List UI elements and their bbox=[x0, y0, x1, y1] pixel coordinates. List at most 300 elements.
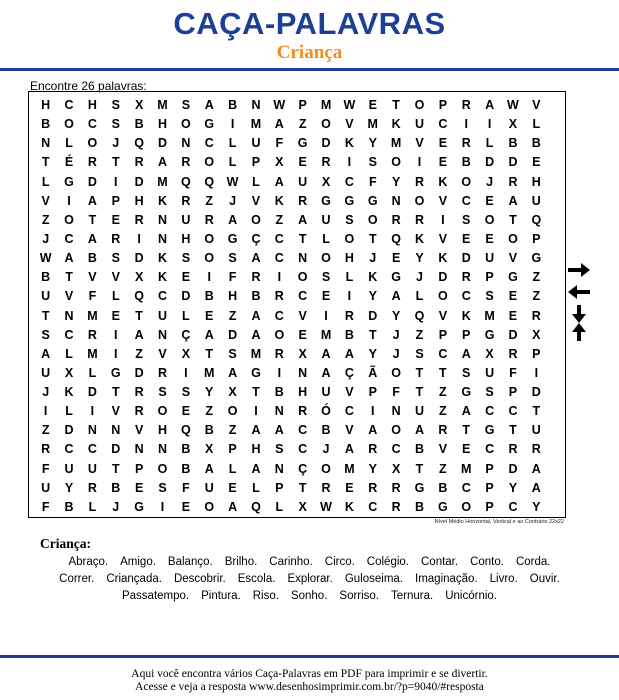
grid-letter[interactable]: Z bbox=[228, 423, 237, 438]
grid-letter[interactable]: S bbox=[368, 155, 377, 170]
grid-letter[interactable]: K bbox=[461, 308, 471, 323]
grid-letter[interactable]: I bbox=[114, 174, 118, 189]
grid-letter[interactable]: A bbox=[157, 155, 168, 170]
grid-letter[interactable]: P bbox=[508, 385, 518, 400]
grid-letter[interactable]: S bbox=[228, 251, 237, 266]
grid-letter[interactable]: R bbox=[298, 404, 308, 419]
grid-letter[interactable]: K bbox=[438, 174, 448, 189]
grid-letter[interactable]: U bbox=[157, 308, 168, 323]
grid-letter[interactable]: K bbox=[344, 136, 354, 151]
grid-letter[interactable]: I bbox=[43, 404, 48, 419]
grid-letter[interactable]: H bbox=[344, 251, 354, 266]
grid-letter[interactable]: C bbox=[298, 442, 308, 457]
grid-letter[interactable]: Y bbox=[368, 136, 377, 151]
grid-letter[interactable]: N bbox=[134, 442, 144, 457]
grid-letter[interactable]: Q bbox=[204, 174, 215, 189]
grid-letter[interactable]: U bbox=[41, 289, 51, 304]
grid-letter[interactable]: E bbox=[228, 480, 237, 495]
grid-letter[interactable]: E bbox=[508, 289, 518, 304]
grid-letter[interactable]: U bbox=[181, 212, 191, 227]
grid-letter[interactable]: Z bbox=[275, 212, 284, 227]
grid-letter[interactable]: Y bbox=[368, 289, 377, 304]
grid-letter[interactable]: A bbox=[368, 423, 378, 438]
grid-letter[interactable]: C bbox=[274, 231, 284, 246]
grid-letter[interactable]: C bbox=[344, 174, 354, 189]
grid-letter[interactable]: T bbox=[509, 212, 517, 227]
grid-letter[interactable]: U bbox=[41, 480, 51, 495]
grid-letter[interactable]: T bbox=[41, 308, 50, 323]
grid-letter[interactable]: P bbox=[438, 98, 448, 112]
grid-letter[interactable]: B bbox=[228, 98, 238, 112]
grid-letter[interactable]: O bbox=[157, 461, 168, 476]
grid-letter[interactable]: J bbox=[392, 346, 400, 361]
grid-letter[interactable]: H bbox=[228, 289, 238, 304]
grid-letter[interactable]: E bbox=[391, 251, 401, 266]
grid-letter[interactable]: Q bbox=[134, 136, 144, 151]
grid-letter[interactable]: X bbox=[134, 270, 144, 285]
grid-letter[interactable]: A bbox=[251, 423, 261, 438]
grid-letter[interactable]: V bbox=[111, 404, 120, 419]
grid-letter[interactable]: B bbox=[414, 499, 425, 514]
grid-letter[interactable]: S bbox=[321, 270, 331, 285]
grid-letter[interactable]: R bbox=[251, 270, 261, 285]
grid-letter[interactable]: V bbox=[532, 98, 541, 112]
grid-letter[interactable]: T bbox=[65, 270, 73, 285]
grid-letter[interactable]: F bbox=[392, 385, 400, 400]
grid-letter[interactable]: X bbox=[64, 365, 74, 380]
grid-letter[interactable]: Y bbox=[508, 480, 518, 495]
grid-letter[interactable]: A bbox=[251, 327, 261, 342]
grid-letter[interactable]: E bbox=[111, 308, 120, 323]
grid-letter[interactable]: S bbox=[485, 289, 494, 304]
grid-letter[interactable]: V bbox=[251, 193, 261, 208]
grid-letter[interactable]: Y bbox=[205, 385, 214, 400]
grid-letter[interactable]: C bbox=[298, 423, 308, 438]
grid-letter[interactable]: B bbox=[414, 442, 425, 457]
grid-letter[interactable]: G bbox=[110, 365, 121, 380]
grid-letter[interactable]: C bbox=[64, 231, 74, 246]
grid-letter[interactable]: G bbox=[531, 251, 542, 266]
grid-letter[interactable]: A bbox=[298, 212, 308, 227]
grid-letter[interactable]: D bbox=[134, 174, 144, 189]
grid-letter[interactable]: O bbox=[227, 404, 238, 419]
grid-letter[interactable]: I bbox=[487, 117, 492, 132]
grid-letter[interactable]: Ç bbox=[344, 365, 354, 380]
grid-letter[interactable]: P bbox=[275, 480, 284, 495]
grid-letter[interactable]: G bbox=[437, 499, 448, 514]
grid-letter[interactable]: G bbox=[461, 385, 472, 400]
grid-letter[interactable]: S bbox=[158, 480, 167, 495]
grid-letter[interactable]: T bbox=[298, 231, 307, 246]
grid-letter[interactable]: T bbox=[88, 212, 97, 227]
grid-letter[interactable]: K bbox=[344, 499, 354, 514]
grid-letter[interactable]: X bbox=[275, 155, 284, 170]
grid-letter[interactable]: W bbox=[343, 98, 356, 112]
grid-letter[interactable]: P bbox=[485, 499, 494, 514]
grid-letter[interactable]: E bbox=[298, 155, 307, 170]
grid-letter[interactable]: Z bbox=[532, 270, 541, 285]
grid-letter[interactable]: S bbox=[111, 98, 120, 112]
grid-letter[interactable]: R bbox=[344, 308, 354, 323]
grid-letter[interactable]: J bbox=[112, 499, 120, 514]
grid-letter[interactable]: D bbox=[368, 308, 378, 323]
grid-letter[interactable]: L bbox=[65, 346, 73, 361]
grid-letter[interactable]: I bbox=[324, 308, 328, 323]
grid-letter[interactable]: L bbox=[322, 231, 330, 246]
grid-letter[interactable]: A bbox=[251, 308, 261, 323]
grid-letter[interactable]: L bbox=[228, 461, 237, 476]
grid-letter[interactable]: D bbox=[508, 327, 518, 342]
grid-letter[interactable]: V bbox=[111, 270, 120, 285]
grid-letter[interactable]: V bbox=[438, 193, 448, 208]
grid-letter[interactable]: I bbox=[441, 212, 445, 227]
grid-letter[interactable]: R bbox=[508, 174, 518, 189]
grid-letter[interactable]: Ç bbox=[251, 231, 261, 246]
grid-letter[interactable]: H bbox=[531, 174, 541, 189]
grid-letter[interactable]: V bbox=[345, 423, 354, 438]
grid-letter[interactable]: T bbox=[415, 461, 424, 476]
grid-letter[interactable]: B bbox=[181, 442, 191, 457]
grid-letter[interactable]: I bbox=[67, 193, 71, 208]
grid-letter[interactable]: P bbox=[462, 327, 471, 342]
grid-letter[interactable]: A bbox=[228, 499, 238, 514]
grid-letter[interactable]: R bbox=[87, 155, 97, 170]
grid-letter[interactable]: A bbox=[87, 193, 97, 208]
grid-letter[interactable]: W bbox=[39, 251, 52, 266]
grid-letter[interactable]: N bbox=[157, 327, 168, 342]
grid-letter[interactable]: D bbox=[87, 174, 97, 189]
grid-letter[interactable]: S bbox=[275, 442, 284, 457]
grid-letter[interactable]: U bbox=[414, 117, 425, 132]
grid-letter[interactable]: A bbox=[228, 212, 238, 227]
grid-letter[interactable]: E bbox=[111, 212, 120, 227]
grid-letter[interactable]: Y bbox=[391, 174, 401, 189]
grid-letter[interactable]: A bbox=[274, 117, 284, 132]
grid-letter[interactable]: K bbox=[157, 270, 168, 285]
grid-letter[interactable]: O bbox=[414, 193, 425, 208]
grid-letter[interactable]: O bbox=[321, 461, 331, 476]
grid-letter[interactable]: Ó bbox=[321, 404, 331, 419]
grid-letter[interactable]: R bbox=[508, 346, 518, 361]
grid-letter[interactable]: T bbox=[439, 365, 447, 380]
grid-letter[interactable]: M bbox=[250, 117, 262, 132]
grid-letter[interactable]: B bbox=[87, 251, 97, 266]
grid-letter[interactable]: R bbox=[321, 155, 331, 170]
grid-letter[interactable]: R bbox=[87, 327, 97, 342]
grid-letter[interactable]: Z bbox=[439, 404, 447, 419]
grid-letter[interactable]: O bbox=[484, 212, 495, 227]
grid-letter[interactable]: N bbox=[87, 423, 97, 438]
grid-letter[interactable]: D bbox=[531, 385, 541, 400]
grid-letter[interactable]: K bbox=[438, 251, 448, 266]
grid-letter[interactable]: D bbox=[508, 155, 518, 170]
grid-letter[interactable]: B bbox=[251, 289, 261, 304]
grid-letter[interactable]: O bbox=[414, 98, 425, 112]
grid-letter[interactable]: A bbox=[251, 251, 261, 266]
grid-letter[interactable]: Z bbox=[532, 289, 541, 304]
grid-letter[interactable]: E bbox=[532, 155, 541, 170]
grid-letter[interactable]: O bbox=[367, 212, 378, 227]
grid-letter[interactable]: X bbox=[485, 346, 494, 361]
grid-letter[interactable]: A bbox=[87, 231, 97, 246]
grid-letter[interactable]: N bbox=[391, 404, 401, 419]
grid-letter[interactable]: A bbox=[414, 423, 425, 438]
grid-letter[interactable]: O bbox=[251, 212, 261, 227]
grid-letter[interactable]: S bbox=[228, 346, 237, 361]
grid-letter[interactable]: K bbox=[391, 117, 401, 132]
grid-letter[interactable]: E bbox=[345, 480, 354, 495]
grid-letter[interactable]: T bbox=[415, 365, 424, 380]
grid-letter[interactable]: R bbox=[298, 193, 308, 208]
grid-letter[interactable]: R bbox=[391, 480, 401, 495]
grid-letter[interactable]: A bbox=[508, 193, 518, 208]
grid-letter[interactable]: U bbox=[251, 136, 261, 151]
grid-letter[interactable]: H bbox=[157, 117, 168, 132]
grid-letter[interactable]: L bbox=[275, 499, 284, 514]
grid-letter[interactable]: G bbox=[367, 193, 378, 208]
grid-letter[interactable]: M bbox=[157, 98, 168, 112]
grid-letter[interactable]: E bbox=[485, 193, 494, 208]
grid-letter[interactable]: A bbox=[204, 98, 214, 112]
grid-letter[interactable]: R bbox=[461, 98, 471, 112]
grid-letter[interactable]: O bbox=[180, 117, 191, 132]
grid-letter[interactable]: C bbox=[438, 346, 448, 361]
grid-letter[interactable]: C bbox=[274, 251, 284, 266]
grid-letter[interactable]: E bbox=[462, 442, 471, 457]
grid-letter[interactable]: G bbox=[344, 193, 355, 208]
grid-letter[interactable]: V bbox=[88, 270, 97, 285]
grid-letter[interactable]: C bbox=[204, 136, 214, 151]
grid-letter[interactable]: A bbox=[251, 461, 261, 476]
grid-letter[interactable]: O bbox=[64, 212, 74, 227]
grid-letter[interactable]: K bbox=[157, 251, 168, 266]
grid-letter[interactable]: E bbox=[462, 231, 471, 246]
grid-letter[interactable]: Q bbox=[180, 423, 191, 438]
grid-letter[interactable]: D bbox=[438, 270, 448, 285]
grid-letter[interactable]: C bbox=[87, 117, 97, 132]
grid-letter[interactable]: P bbox=[228, 442, 237, 457]
grid-letter[interactable]: U bbox=[298, 174, 308, 189]
grid-letter[interactable]: B bbox=[274, 385, 284, 400]
grid-letter[interactable]: H bbox=[134, 193, 144, 208]
grid-letter[interactable]: S bbox=[111, 251, 120, 266]
grid-letter[interactable]: X bbox=[508, 117, 518, 132]
grid-letter[interactable]: O bbox=[461, 499, 472, 514]
grid-letter[interactable]: M bbox=[320, 327, 332, 342]
grid-letter[interactable]: E bbox=[438, 155, 448, 170]
grid-letter[interactable]: P bbox=[438, 327, 448, 342]
grid-letter[interactable]: T bbox=[392, 98, 400, 112]
grid-letter[interactable]: G bbox=[204, 117, 215, 132]
grid-letter[interactable]: U bbox=[531, 423, 541, 438]
grid-letter[interactable]: D bbox=[111, 442, 121, 457]
grid-letter[interactable]: A bbox=[204, 327, 214, 342]
grid-letter[interactable]: V bbox=[438, 308, 448, 323]
grid-letter[interactable]: R bbox=[368, 480, 378, 495]
grid-letter[interactable]: L bbox=[415, 289, 424, 304]
grid-letter[interactable]: S bbox=[181, 98, 191, 112]
grid-letter[interactable]: G bbox=[134, 499, 144, 514]
grid-letter[interactable]: A bbox=[41, 346, 51, 361]
grid-letter[interactable]: X bbox=[134, 98, 144, 112]
grid-letter[interactable]: X bbox=[181, 346, 191, 361]
grid-letter[interactable]: A bbox=[274, 174, 284, 189]
grid-letter[interactable]: O bbox=[344, 231, 355, 246]
grid-letter[interactable]: R bbox=[391, 212, 401, 227]
grid-letter[interactable]: F bbox=[509, 365, 517, 380]
grid-letter[interactable]: S bbox=[462, 212, 471, 227]
grid-letter[interactable]: C bbox=[461, 289, 471, 304]
grid-letter[interactable]: D bbox=[508, 461, 518, 476]
grid-letter[interactable]: I bbox=[114, 327, 118, 342]
grid-letter[interactable]: E bbox=[368, 98, 377, 112]
grid-letter[interactable]: O bbox=[274, 327, 285, 342]
grid-letter[interactable]: P bbox=[368, 385, 377, 400]
grid-letter[interactable]: G bbox=[321, 193, 331, 208]
grid-letter[interactable]: A bbox=[485, 98, 495, 112]
grid-letter[interactable]: C bbox=[508, 404, 518, 419]
grid-letter[interactable]: X bbox=[298, 499, 307, 514]
grid-letter[interactable]: S bbox=[111, 117, 120, 132]
grid-letter[interactable]: C bbox=[368, 499, 378, 514]
grid-letter[interactable]: B bbox=[204, 423, 214, 438]
grid-letter[interactable]: L bbox=[252, 174, 260, 189]
grid-letter[interactable]: K bbox=[414, 231, 425, 246]
grid-letter[interactable]: I bbox=[230, 117, 235, 132]
grid-letter[interactable]: C bbox=[157, 289, 168, 304]
grid-letter[interactable]: Z bbox=[205, 193, 214, 208]
grid-letter[interactable]: O bbox=[391, 155, 401, 170]
grid-letter[interactable]: O bbox=[157, 404, 168, 419]
grid-letter[interactable]: Ã bbox=[368, 365, 378, 380]
grid-letter[interactable]: U bbox=[485, 251, 495, 266]
grid-letter[interactable]: O bbox=[321, 251, 331, 266]
grid-letter[interactable]: K bbox=[64, 385, 74, 400]
grid-letter[interactable]: A bbox=[321, 346, 331, 361]
grid-letter[interactable]: P bbox=[532, 231, 541, 246]
grid-letter[interactable]: I bbox=[90, 404, 95, 419]
grid-letter[interactable]: Q bbox=[531, 212, 542, 227]
grid-letter[interactable]: D bbox=[134, 365, 144, 380]
grid-letter[interactable]: I bbox=[254, 404, 258, 419]
grid-letter[interactable]: F bbox=[368, 174, 377, 189]
grid-letter[interactable]: D bbox=[321, 136, 331, 151]
grid-letter[interactable]: V bbox=[134, 423, 144, 438]
grid-letter[interactable]: N bbox=[111, 423, 121, 438]
grid-letter[interactable]: V bbox=[438, 442, 448, 457]
grid-letter[interactable]: L bbox=[182, 308, 190, 323]
grid-letter[interactable]: O bbox=[391, 365, 401, 380]
grid-letter[interactable]: Ç bbox=[298, 461, 308, 476]
grid-letter[interactable]: T bbox=[205, 346, 214, 361]
grid-letter[interactable]: E bbox=[438, 136, 448, 151]
grid-letter[interactable]: E bbox=[508, 308, 518, 323]
grid-letter[interactable]: M bbox=[204, 365, 215, 380]
grid-letter[interactable]: Y bbox=[532, 499, 541, 514]
grid-letter[interactable]: E bbox=[134, 480, 144, 495]
grid-letter[interactable]: V bbox=[415, 136, 424, 151]
grid-letter[interactable]: I bbox=[137, 231, 141, 246]
grid-letter[interactable]: N bbox=[157, 442, 168, 457]
grid-letter[interactable]: U bbox=[41, 365, 51, 380]
grid-letter[interactable]: E bbox=[181, 270, 191, 285]
grid-letter[interactable]: Q bbox=[251, 499, 261, 514]
grid-letter[interactable]: M bbox=[344, 461, 355, 476]
grid-letter[interactable]: R bbox=[111, 231, 121, 246]
grid-letter[interactable]: I bbox=[277, 270, 282, 285]
grid-letter[interactable]: C bbox=[391, 442, 401, 457]
grid-letter[interactable]: M bbox=[250, 346, 262, 361]
grid-letter[interactable]: I bbox=[347, 289, 352, 304]
grid-letter[interactable]: I bbox=[417, 155, 422, 170]
grid-letter[interactable]: U bbox=[531, 193, 541, 208]
grid-letter[interactable]: J bbox=[416, 270, 423, 285]
grid-letter[interactable]: P bbox=[298, 98, 307, 112]
grid-letter[interactable]: W bbox=[507, 98, 519, 112]
grid-letter[interactable]: O bbox=[508, 231, 518, 246]
grid-letter[interactable]: J bbox=[42, 231, 50, 246]
grid-letter[interactable]: G bbox=[508, 270, 518, 285]
grid-letter[interactable]: T bbox=[111, 155, 120, 170]
grid-letter[interactable]: S bbox=[415, 346, 424, 361]
grid-letter[interactable]: Y bbox=[368, 346, 377, 361]
grid-letter[interactable]: V bbox=[345, 385, 354, 400]
grid-letter[interactable]: O bbox=[321, 117, 331, 132]
grid-letter[interactable]: U bbox=[321, 212, 331, 227]
grid-letter[interactable]: L bbox=[252, 480, 260, 495]
grid-letter[interactable]: B bbox=[344, 327, 354, 342]
grid-letter[interactable]: R bbox=[531, 442, 541, 457]
grid-letter[interactable]: R bbox=[461, 136, 471, 151]
grid-letter[interactable]: Z bbox=[228, 308, 237, 323]
grid-letter[interactable]: X bbox=[205, 442, 214, 457]
grid-letter[interactable]: T bbox=[509, 423, 517, 438]
grid-letter[interactable]: U bbox=[414, 404, 425, 419]
grid-letter[interactable]: U bbox=[87, 461, 97, 476]
grid-letter[interactable]: A bbox=[321, 365, 331, 380]
grid-letter[interactable]: R bbox=[321, 480, 331, 495]
grid-letter[interactable]: I bbox=[184, 365, 188, 380]
grid-letter[interactable]: B bbox=[181, 461, 191, 476]
grid-letter[interactable]: R bbox=[368, 442, 378, 457]
grid-letter[interactable]: A bbox=[531, 461, 541, 476]
grid-letter[interactable]: S bbox=[158, 385, 167, 400]
grid-letter[interactable]: V bbox=[64, 289, 74, 304]
grid-letter[interactable]: S bbox=[345, 212, 354, 227]
grid-letter[interactable]: C bbox=[344, 404, 354, 419]
grid-letter[interactable]: G bbox=[484, 327, 495, 342]
grid-letter[interactable]: O bbox=[204, 251, 215, 266]
grid-letter[interactable]: C bbox=[64, 98, 74, 112]
grid-letter[interactable]: K bbox=[274, 193, 284, 208]
grid-letter[interactable]: R bbox=[461, 270, 471, 285]
grid-letter[interactable]: A bbox=[531, 480, 541, 495]
grid-letter[interactable]: X bbox=[532, 327, 541, 342]
grid-letter[interactable]: I bbox=[347, 155, 352, 170]
grid-letter[interactable]: T bbox=[415, 385, 424, 400]
grid-letter[interactable]: C bbox=[87, 442, 97, 457]
grid-letter[interactable]: N bbox=[391, 193, 401, 208]
grid-letter[interactable]: N bbox=[274, 461, 284, 476]
grid-letter[interactable]: I bbox=[464, 117, 468, 132]
grid-letter[interactable]: L bbox=[345, 270, 354, 285]
grid-letter[interactable]: P bbox=[532, 346, 541, 361]
grid-letter[interactable]: Q bbox=[134, 289, 144, 304]
grid-letter[interactable]: L bbox=[485, 136, 494, 151]
grid-letter[interactable]: F bbox=[182, 480, 190, 495]
grid-letter[interactable]: N bbox=[251, 98, 261, 112]
grid-letter[interactable]: D bbox=[157, 136, 168, 151]
